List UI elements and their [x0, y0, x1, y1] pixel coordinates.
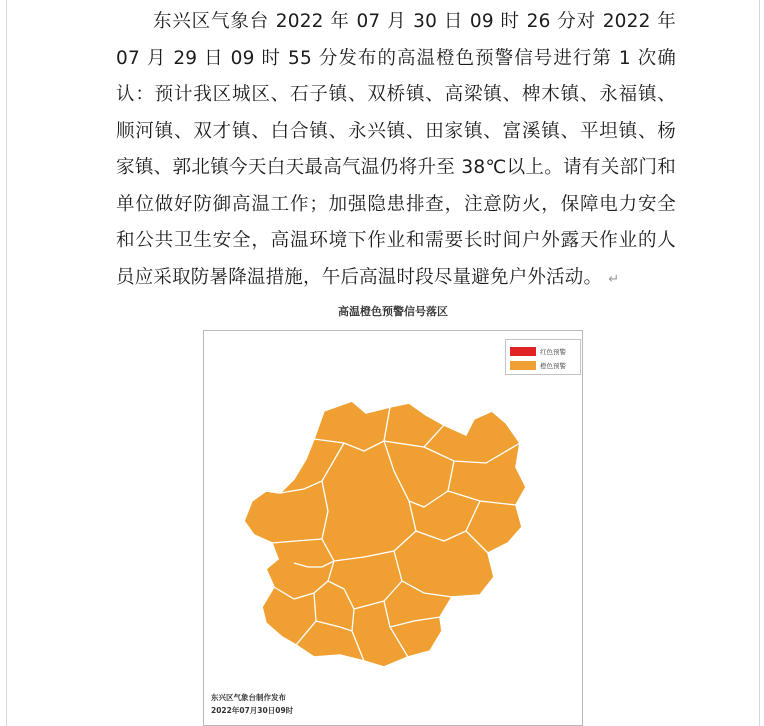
legend-item-orange [510, 359, 566, 371]
legend-swatch-orange [510, 361, 536, 370]
legend-swatch-red [510, 347, 536, 356]
legend-label-red: 红色预警 [540, 347, 566, 356]
footer-publisher: 东兴区气象台制作发布 [211, 693, 286, 702]
paragraph-mark-icon: ↵ [608, 271, 620, 287]
warning-paragraph [116, 4, 676, 298]
map-legend [505, 339, 581, 375]
map-footer [211, 691, 293, 717]
district-map [204, 331, 583, 726]
map-title: 高温橙色预警信号落区 [338, 305, 448, 318]
warning-map-figure [203, 330, 583, 726]
page-right-edge [759, 0, 760, 726]
page-left-edge [6, 0, 7, 726]
legend-item-red [510, 345, 566, 357]
footer-timestamp: 2022年07月30日09时 [211, 706, 294, 715]
warning-text: 东兴区气象台 2022 年 07 月 30 日 09 时 26 分对 2022 年 07 月 29 日 09 时 55 分发布的高温橙色预警信号进行第 1 次确认：预计我区城区、石子镇、双桥镇、高梁镇、椑木镇、永福镇、顺河镇、双才镇、白合镇、永兴镇、田家镇、富溪镇、平坦镇、杨家镇、郭北镇今天白天最高气温仍将升至 38℃以上。请有关部门和单位做好防御高温工作；加强隐患排查，注意防火，保障电力安全和公共卫生安全，高温环境下作业和需要长时间户外露天作业的人员应采取防暑降温措施，午后高温时段尽量避免户外活动。 [116, 11, 676, 288]
legend-label-orange: 橙色预警 [540, 361, 566, 370]
